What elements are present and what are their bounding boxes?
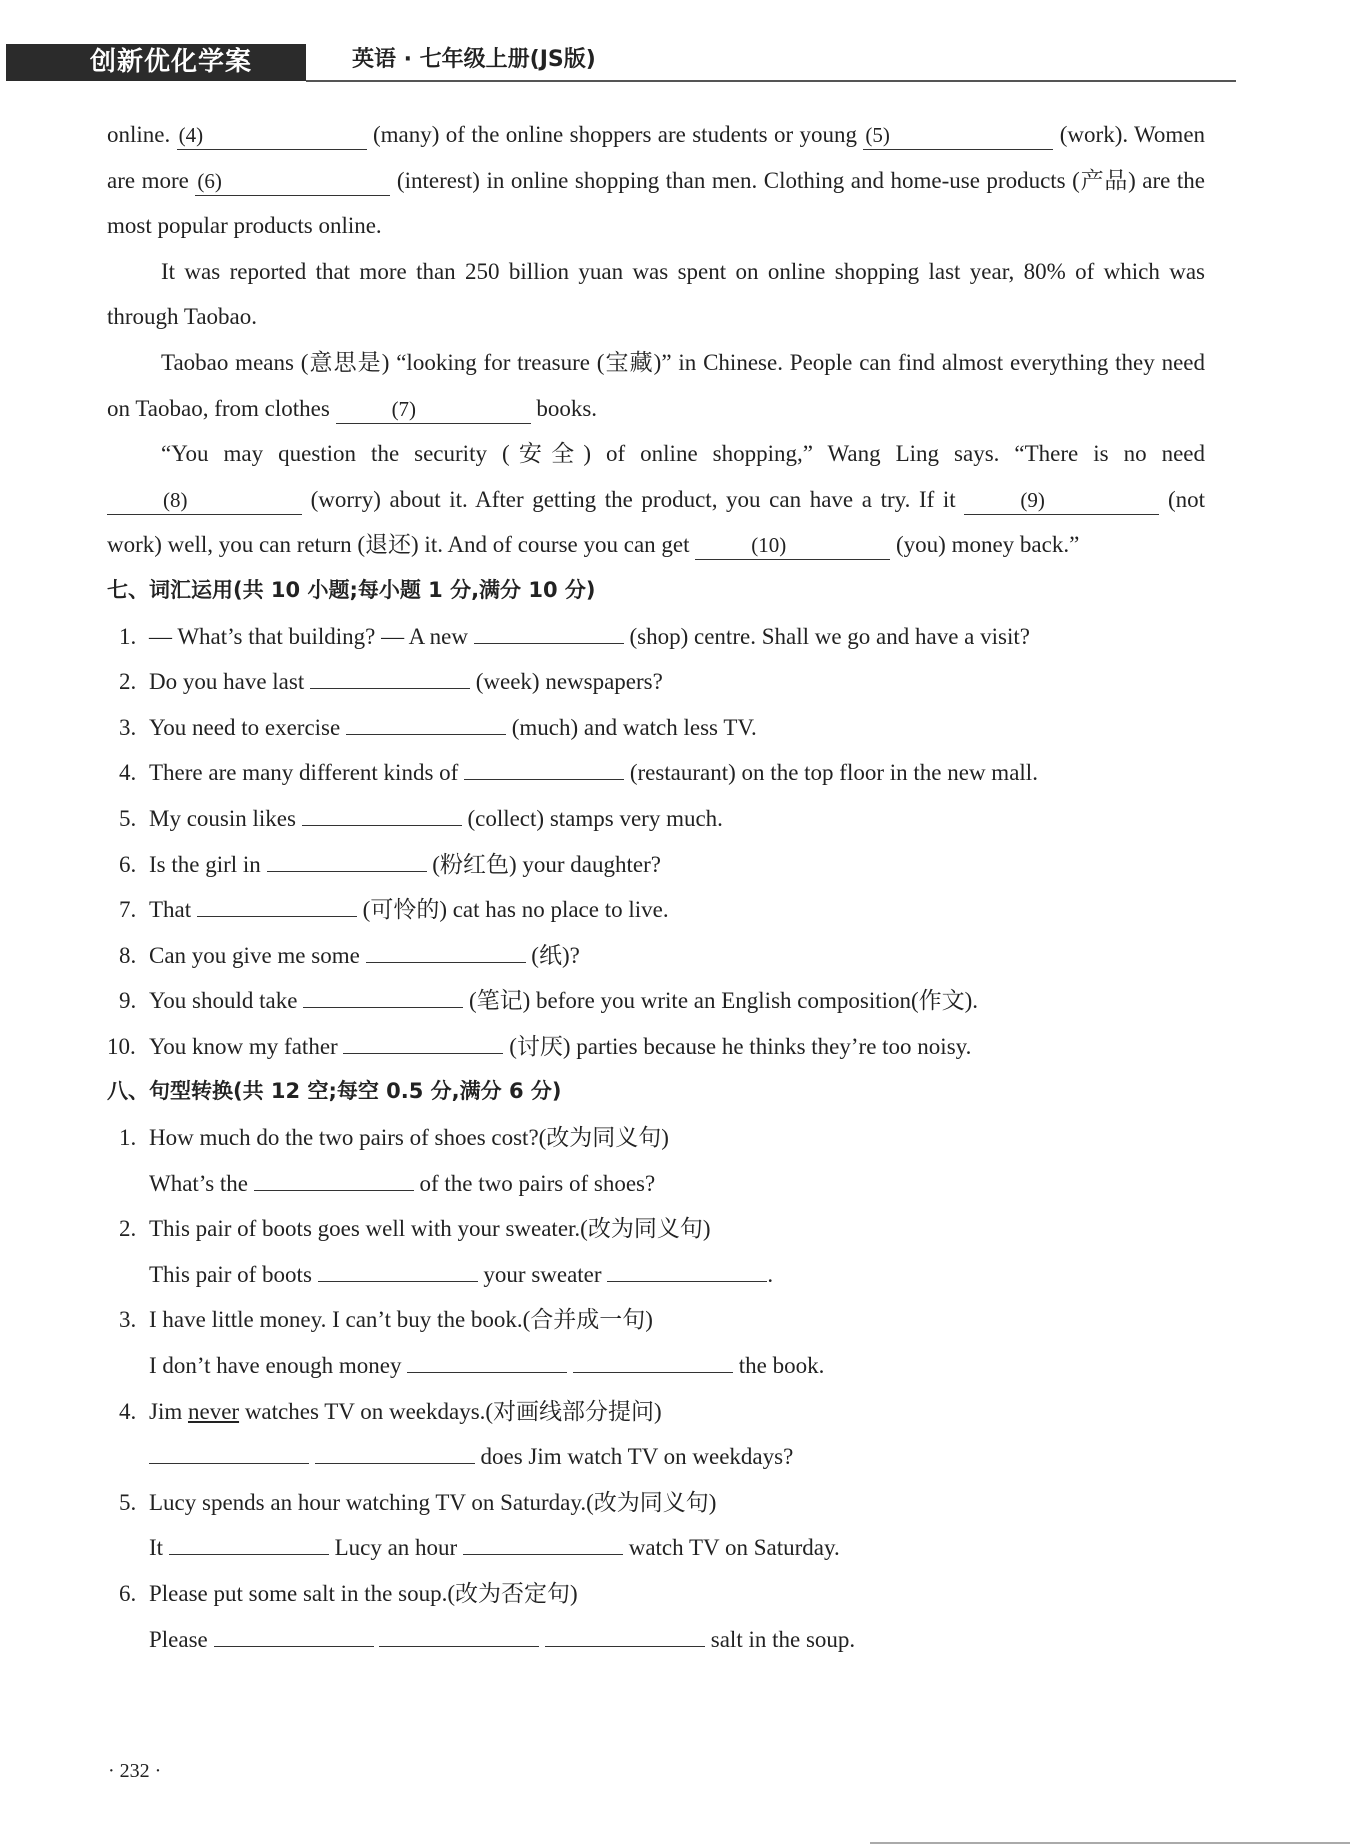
text: This pair of boots (149, 1261, 312, 1287)
text: Please (149, 1626, 208, 1652)
text: (you) money back.” (896, 532, 1080, 558)
item-number: 9. (119, 988, 137, 1014)
item-number: 1. (119, 623, 137, 649)
blank-4[interactable]: (4) (177, 120, 367, 150)
answer-blank[interactable] (463, 1525, 623, 1555)
text: Jim (149, 1398, 183, 1424)
header-rule (306, 80, 1236, 82)
item-number: 3. (119, 714, 137, 740)
item-number: 6. (119, 851, 137, 877)
transform-answer (107, 1617, 1205, 1663)
page-header (0, 0, 1350, 90)
section-7-title: 七、词汇运用(共 10 小题;每小题 1 分,满分 10 分) (107, 577, 596, 602)
answer-blank[interactable] (267, 842, 427, 872)
text: of the two pairs of shoes? (419, 1170, 656, 1196)
text: salt in the soup. (710, 1626, 856, 1652)
answer-blank[interactable] (310, 659, 470, 689)
answer-blank[interactable] (573, 1343, 733, 1373)
answer-blank[interactable] (407, 1343, 567, 1373)
item-number: 6. (119, 1581, 137, 1606)
transform-question (107, 1480, 1205, 1526)
text: You need to exercise (149, 714, 341, 740)
item-number: 3. (119, 1307, 137, 1333)
page-content (107, 112, 1205, 1662)
vocab-item (107, 933, 1205, 979)
text: watch TV on Saturday. (628, 1535, 840, 1561)
answer-blank[interactable] (302, 796, 462, 826)
item-number: 7. (119, 897, 137, 923)
passage-paragraph-4 (107, 431, 1205, 568)
text: (week) newspapers? (475, 669, 663, 695)
underlined-word: never (187, 1398, 240, 1424)
item-number: 10. (107, 1033, 136, 1059)
transform-answer (107, 1525, 1205, 1571)
text: Is the girl in (149, 851, 261, 877)
transform-answer (107, 1434, 1205, 1480)
text: Taobao means (意思是) “looking for treasure (宝藏)” in Chinese. People can find almost everything they need on Taobao, from clothes (107, 349, 1205, 421)
transform-question (107, 1571, 1205, 1617)
answer-blank[interactable] (315, 1434, 475, 1464)
text: your sweater (483, 1261, 602, 1287)
blank-6[interactable]: (6) (195, 166, 390, 196)
transform-question (107, 1389, 1205, 1435)
text: . (767, 1261, 774, 1287)
item-number: 8. (119, 942, 137, 968)
vocab-item (107, 842, 1205, 888)
book-title: 英语 · 七年级上册(JS版) (352, 47, 596, 72)
passage-paragraph-2: It was reported that more than 250 billion yuan was spent on online shopping last year, 80% of which was through Taobao. (107, 258, 1205, 330)
text: I don’t have enough money (149, 1353, 402, 1379)
text: (restaurant) on the top floor in the new mall. (629, 760, 1038, 786)
answer-blank[interactable] (197, 887, 357, 917)
blank-7[interactable]: (7) (336, 394, 531, 424)
answer-blank[interactable] (366, 933, 526, 963)
answer-blank[interactable] (343, 1024, 503, 1054)
text: books. (536, 395, 598, 421)
text: “You may question the security (安全) of online shopping,” Wang Ling says. “There is no need (161, 441, 1205, 467)
text: does Jim watch TV on weekdays? (480, 1444, 794, 1470)
item-number: 4. (119, 1398, 137, 1424)
text: (collect) stamps very much. (467, 805, 723, 831)
text: (讨厌) parties because he thinks they’re too noisy. (509, 1033, 972, 1059)
answer-blank[interactable] (169, 1525, 329, 1555)
text: My cousin likes (149, 805, 296, 831)
text: (not work) well, you can return (退还) it. And of course you can get (107, 486, 1206, 558)
footer-rule (870, 1842, 1350, 1844)
answer-blank[interactable] (607, 1252, 767, 1282)
answer-blank[interactable] (346, 705, 506, 735)
transform-answer (107, 1343, 1205, 1389)
text: (shop) centre. Shall we go and have a visit? (629, 623, 1030, 649)
transform-question (107, 1206, 1205, 1252)
transform-question (107, 1297, 1205, 1343)
vocab-item (107, 705, 1205, 751)
text: How much do the two pairs of shoes cost?(改为同义句) (149, 1125, 669, 1151)
text: the book. (738, 1353, 825, 1379)
vocab-item (107, 750, 1205, 796)
answer-blank[interactable] (545, 1617, 705, 1647)
text: (much) and watch less TV. (511, 714, 757, 740)
text: — What’s that building? — A new (149, 623, 468, 649)
answer-blank[interactable] (474, 614, 624, 644)
text: (many) of the online shoppers are students or young (373, 122, 858, 147)
answer-blank[interactable] (214, 1617, 374, 1647)
text: watches TV on weekdays.(对画线部分提问) (244, 1398, 662, 1424)
answer-blank[interactable] (318, 1252, 478, 1282)
text: Do you have last (149, 669, 305, 695)
blank-9[interactable]: (9) (964, 485, 1159, 515)
text: You know my father (149, 1033, 338, 1059)
vocab-item (107, 614, 1205, 660)
vocab-item (107, 796, 1205, 842)
passage-paragraph-3 (107, 340, 1205, 431)
transform-answer (107, 1161, 1205, 1207)
text: Can you give me some (149, 942, 360, 968)
text: What’s the (149, 1170, 248, 1196)
text: Lucy an hour (334, 1535, 458, 1561)
text: This pair of boots goes well with your sweater.(改为同义句) (149, 1216, 711, 1242)
blank-8[interactable]: (8) (107, 485, 302, 515)
answer-blank[interactable] (464, 750, 624, 780)
vocab-item (107, 887, 1205, 933)
item-number: 5. (119, 1489, 137, 1515)
text: There are many different kinds of (149, 760, 459, 786)
transform-answer (107, 1252, 1205, 1298)
item-number: 4. (119, 760, 137, 786)
section-8-items (107, 1115, 1205, 1662)
text: (粉红色) your daughter? (432, 851, 661, 877)
text: Please put some salt in the soup.(改为否定句) (149, 1581, 578, 1606)
text: Lucy spends an hour watching TV on Saturday.(改为同义句) (149, 1489, 717, 1515)
item-number: 2. (119, 1216, 137, 1242)
vocab-item (107, 659, 1205, 705)
item-number: 5. (119, 805, 137, 831)
text: You should take (149, 988, 298, 1014)
vocab-item (107, 1024, 1205, 1070)
text: online. (107, 122, 171, 147)
blank-5[interactable]: (5) (863, 120, 1053, 150)
vocab-item (107, 978, 1205, 1024)
text: (笔记) before you write an English composition(作文). (468, 988, 979, 1014)
passage-paragraph-1 (107, 112, 1205, 249)
text: (可怜的) cat has no place to live. (362, 897, 669, 923)
answer-blank[interactable] (303, 978, 463, 1008)
answer-blank[interactable] (254, 1161, 414, 1191)
item-number: 2. (119, 669, 137, 695)
text: (work). Women are more (107, 122, 1206, 193)
answer-blank[interactable] (149, 1434, 309, 1464)
item-number: 1. (119, 1125, 137, 1151)
text: I have little money. I can’t buy the book.(合并成一句) (149, 1307, 653, 1333)
text: (interest) in online shopping than men. Clothing and home-use products (产品) are the most popular products online. (107, 167, 1206, 239)
brand-logo: 创新优化学案 (90, 47, 253, 77)
answer-blank[interactable] (379, 1617, 539, 1647)
text: That (149, 897, 192, 923)
page-number: · 232 · (108, 1760, 162, 1782)
text: It (149, 1535, 164, 1561)
blank-10[interactable]: (10) (695, 530, 890, 560)
section-8-title: 八、句型转换(共 12 空;每空 0.5 分,满分 6 分) (107, 1079, 562, 1104)
text: (纸)? (531, 942, 580, 968)
transform-question (107, 1115, 1205, 1161)
text: (worry) about it. After getting the product, you can have a try. If it (310, 486, 956, 512)
section-7-items (107, 614, 1205, 1070)
